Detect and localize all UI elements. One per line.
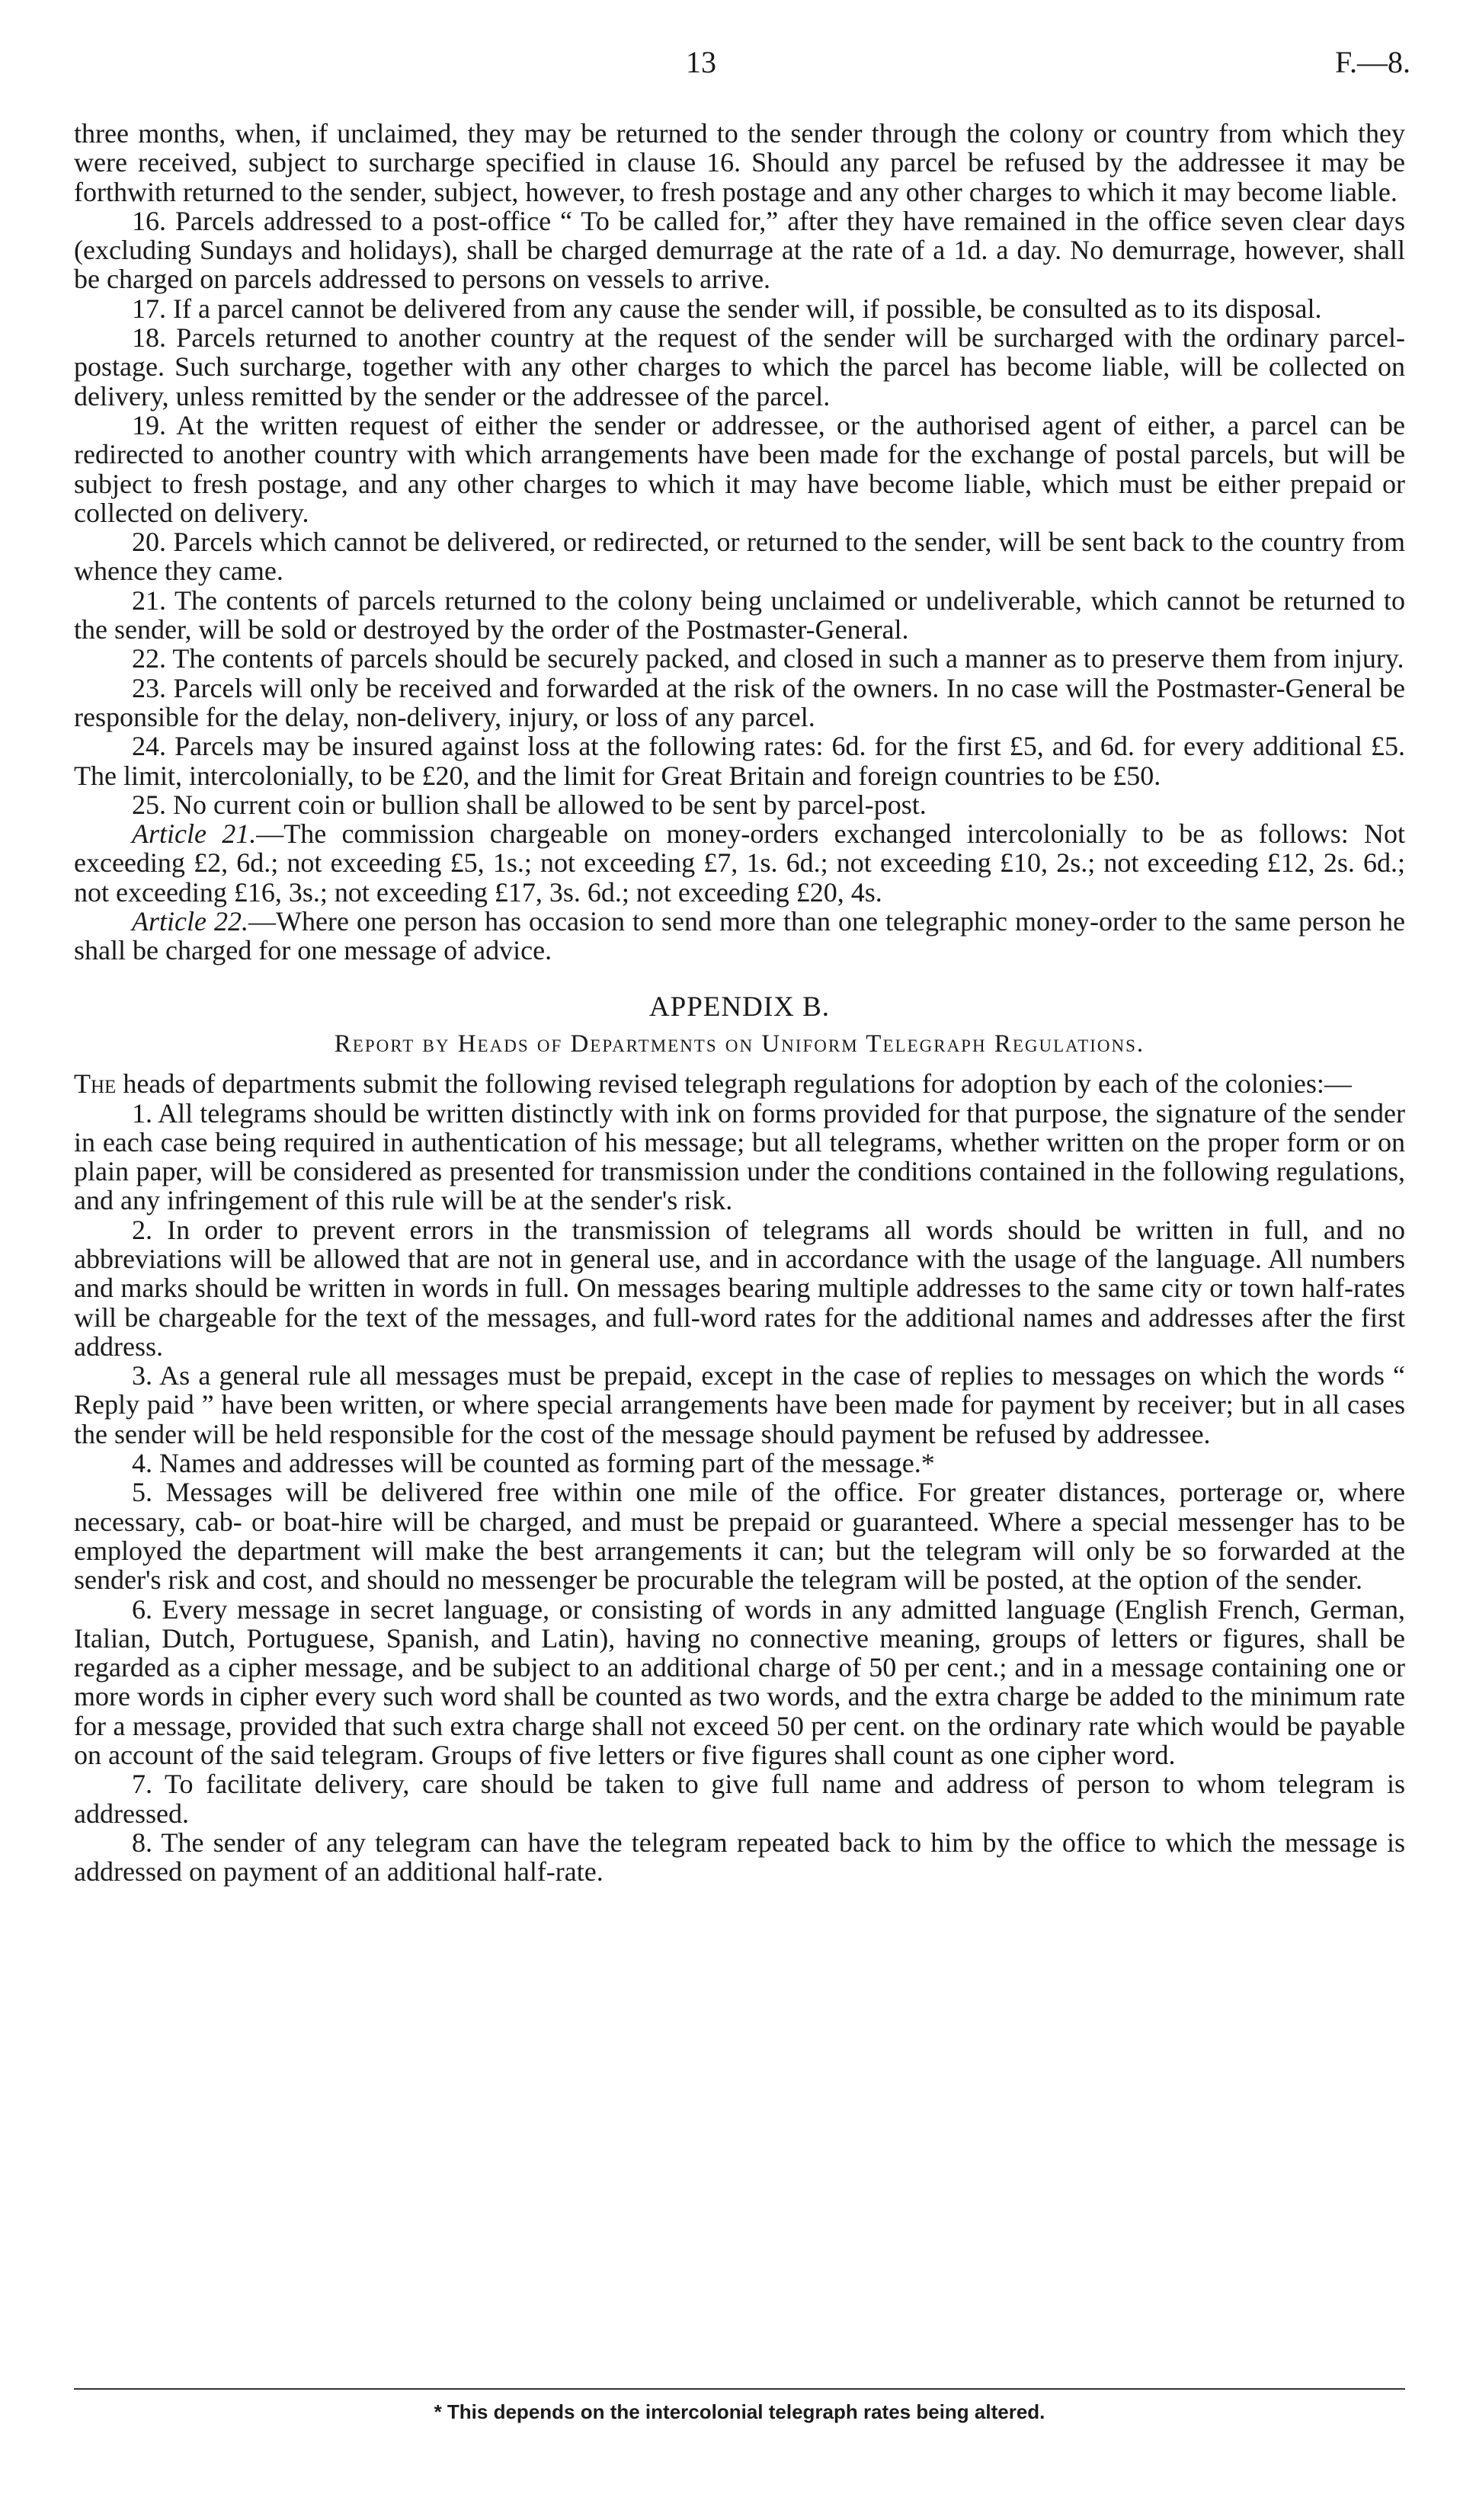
- appendix-intro-lead: The: [74, 1068, 117, 1100]
- appendix-title: APPENDIX B.: [648, 991, 831, 1023]
- appendix-intro: [74, 1069, 1405, 1098]
- article-22-label: Article 22.: [132, 906, 248, 937]
- regulation-3: 3. As a general rule all messages must be prepaid, except in the case of replies to messages on which the words “ Reply paid ” have been written, or where special arrangements have been made for payment by receiver; but in all cases the sender will be held responsible for the cost of the message should payment be refused by addressee.: [74, 1360, 1405, 1449]
- footnote-divider: [74, 2388, 1405, 2390]
- report-heading: Report by Heads of Departments on Uniform Telegraph Regulations.: [334, 1029, 1145, 1058]
- regulation-6: 6. Every message in secret language, or consisting of words in any admitted language (English French, German, Italian, Dutch, Portuguese, Spanish, and Latin), having no connective meaning, groups of letters or figures, shall be regarded as a cipher message, and be subject to an additional charge of 50 per cent.; and in a message containing one or more words in cipher every such word shall be counted as two words, and the extra charge be added to the minimum rate for a message, provided that such extra charge shall not exceed 50 per cent. on the ordinary rate which would be payable on account of the said telegram. Groups of five letters or five figures shall count as one cipher word.: [74, 1593, 1405, 1771]
- paragraph-continuation: three months, when, if unclaimed, they may be returned to the sender through the colony or country from which they were received, subject to surcharge specified in clause 16. Should any parcel be refused by the addressee it may be forthwith returned to the sender, subject, however, to fresh postage and any other charges to which it may become liable.: [74, 118, 1405, 207]
- page-number: 13: [686, 45, 716, 79]
- article-21-label: Article 21.: [132, 818, 257, 850]
- article-21-text: —The commission chargeable on money-orders exchanged intercolonially to be as follows: Not exceeding £2, 6d.; not exceeding £5, 1s.; not exceeding £7, 1s. 6d.; not exceeding £10, 2s.; not exceeding £12, 2s. 6d.; not exceeding £16, 3s.; not exceeding £17, 3s. 6d.; not exceeding £20, 4s.: [74, 818, 1405, 908]
- clause-16: 16. Parcels addressed to a post-office “ To be called for,” after they have remained in the office seven clear days (excluding Sundays and holidays), shall be charged demurrage at the rate of a 1d. a day. No demurrage, however, shall be charged on parcels addressed to persons on vessels to arrive.: [74, 205, 1405, 295]
- clause-24: 24. Parcels may be insured against loss at the following rates: 6d. for the first £5, and 6d. for every additional £5. The limit, intercolonially, to be £20, and the limit for Great Britain and foreign countries to be £50.: [74, 731, 1405, 791]
- regulation-1: 1. All telegrams should be written distinctly with ink on forms provided for that purpose, the signature of the sender in each case being required in authentication of his message; but all telegrams, whether written on the proper form or on plain paper, will be considered as presented for transmission under the conditions contained in the following regulations, and any infringement of this rule will be at the sender's risk.: [74, 1097, 1405, 1216]
- clause-20: 20. Parcels which cannot be delivered, or redirected, or returned to the sender, will be sent back to the country from whence they came.: [74, 527, 1405, 587]
- regulation-4: 4. Names and addresses will be counted as forming part of the message.*: [132, 1448, 935, 1479]
- clause-22: 22. The contents of parcels should be securely packed, and closed in such a manner as to preserve them from injury.: [132, 643, 1404, 674]
- clause-19: 19. At the written request of either the sender or addressee, or the authorised agent of either, a parcel can be redirected to another country with which arrangements have been made for the exchange of postal parcels, but will be subject to fresh postage, and any other charges to which it may have become liable, which must be either prepaid or collected on delivery.: [74, 409, 1405, 528]
- regulation-5: 5. Messages will be delivered free within one mile of the office. For greater distances, porterage or, where necessary, cab- or boat-hire will be charged, and must be prepaid or guaranteed. Where a special messenger has to be employed the department will make the best arrangements it can; but the telegram will only be so forwarded at the sender's risk and cost, and should no messenger be procurable the telegram will be posted, at the option of the sender.: [74, 1477, 1405, 1596]
- article-22-text: —Where one person has occasion to send more than one telegraphic money-order to the same person he shall be charged for one message of advice.: [74, 906, 1405, 966]
- clause-21: 21. The contents of parcels returned to the colony being unclaimed or undeliverable, which cannot be returned to the sender, will be sold or destroyed by the order of the Postmaster-General.: [74, 584, 1405, 645]
- article-21: [74, 819, 1405, 907]
- clause-18: 18. Parcels returned to another country at the request of the sender will be surcharged with the ordinary parcel-postage. Such surcharge, together with any other charges to which the parcel has become liable, will be collected on delivery, unless remitted by the sender or the addressee of the parcel.: [74, 322, 1405, 411]
- clause-25: 25. No current coin or bullion shall be allowed to be sent by parcel-post.: [132, 789, 927, 820]
- footnote: * This depends on the intercolonial telegraph rates being altered.: [434, 2400, 1045, 2423]
- regulation-7: 7. To facilitate delivery, care should be taken to give full name and address of person to whom telegram is addressed.: [74, 1769, 1405, 1829]
- document-reference: F.—8.: [1334, 45, 1410, 79]
- clause-23: 23. Parcels will only be received and forwarded at the risk of the owners. In no case will the Postmaster-General be responsible for the delay, non-delivery, injury, or loss of any parcel.: [74, 672, 1405, 732]
- page-header: [0, 44, 1476, 90]
- article-22: [74, 907, 1405, 965]
- document-body: [74, 119, 1405, 1887]
- appendix-intro-text: heads of departments submit the following revised telegraph regulations for adoption by each of the colonies:—: [116, 1068, 1352, 1100]
- regulation-8: 8. The sender of any telegram can have the telegram repeated back to him by the office to which the message is addressed on payment of an additional half-rate.: [74, 1827, 1405, 1888]
- regulation-2: 2. In order to prevent errors in the transmission of telegrams all words should be written in full, and no abbreviations will be allowed that are not in general use, and in accordance with the usage of the language. All numbers and marks should be written in words in full. On messages bearing multiple addresses to the same city or town half-rates will be chargeable for the text of the messages, and full-word rates for the additional names and addresses after the first address.: [74, 1214, 1405, 1362]
- clause-17: 17. If a parcel cannot be delivered from any cause the sender will, if possible, be consulted as to its disposal.: [132, 293, 1322, 324]
